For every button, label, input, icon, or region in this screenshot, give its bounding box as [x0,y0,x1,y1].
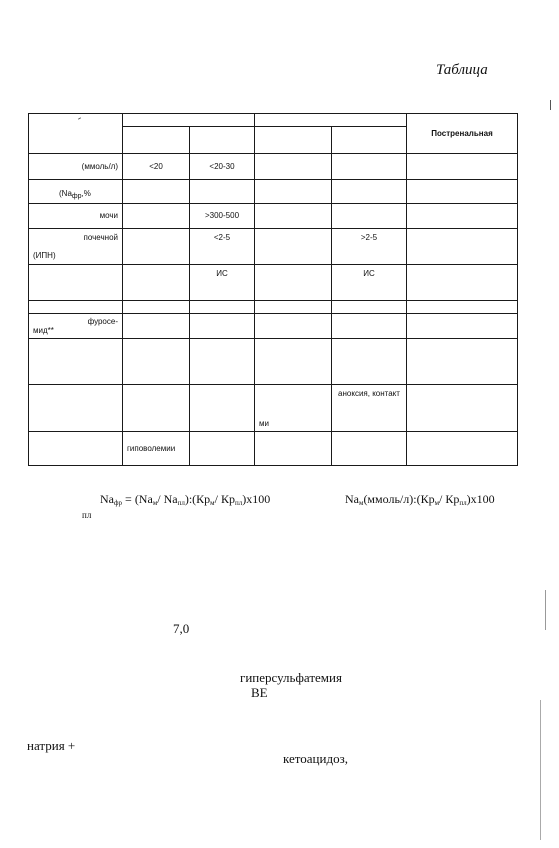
scan-speck [550,100,551,110]
row-label-line-1: фуросе- [87,316,118,326]
label-na-sub: фр [71,192,82,200]
scan-speck [545,590,546,630]
row-label [29,179,123,203]
table-cell: <2-5 [190,228,255,264]
table-cell: <20-30 [190,154,255,179]
table-row [29,300,518,313]
header-subcell [190,127,255,154]
table-row [29,313,518,338]
formula-note: пл [82,510,92,520]
table-row [29,265,518,300]
scan-speck [540,700,541,840]
table-row [29,179,518,203]
header-subcell [332,127,407,154]
table-row [29,203,518,228]
table-header-row-1 [29,114,518,127]
row-label: мочи [29,203,123,228]
header-corner-cell [29,114,123,154]
header-subcell [255,127,332,154]
diagnostic-table [28,113,518,466]
table-cell: ми [255,385,332,431]
table-cell: ИС [190,265,255,300]
table-cell: >300-500 [190,203,255,228]
row-label [29,228,123,264]
header-subcell [123,127,190,154]
row-label [29,313,123,338]
table-cell: аноксия, контакт [332,385,407,431]
hypersulfatemia-text: гиперсульфатемия [240,670,342,685]
table-row [29,228,518,264]
row-label-line-2: мид** [33,325,54,335]
table-cell: ИС [332,265,407,300]
table-cell: >2-5 [332,228,407,264]
table-row [29,338,518,384]
label-na-tail: ,% [81,188,91,198]
be-text: ВЕ [251,685,268,700]
row-label-line-1: почечной [83,233,118,243]
natria-text: натрия + [27,738,76,753]
page-title: Таблица [436,62,488,78]
formula-sodium-urine: $Na_м(ммоль/л):(Кр_м/$ $Кр_{пл})х100$ [345,492,495,507]
header-postrenal: Постренальная [407,114,518,154]
table-cell: <20 [123,154,190,179]
header-group-cell-1 [123,114,255,127]
value-text: 7,0 [173,621,190,636]
header-group-cell-2 [255,114,407,127]
ketoacidosis-text: кетоацидоз, [283,751,348,766]
row-label: (ммоль/л) [29,154,123,179]
table-row [29,385,518,431]
label-na: (Na [59,188,72,198]
table-row [29,154,518,179]
table-cell: гиповолемии [123,431,190,465]
formula-sodium-fraction: $Na_{фр} = (Na_м/$ $Na_{пл}):(Кр_м/$ $Кр_{пл})х100$ [100,492,271,507]
table-row [29,431,518,465]
row-label-line-2: (ИПН) [33,251,56,261]
